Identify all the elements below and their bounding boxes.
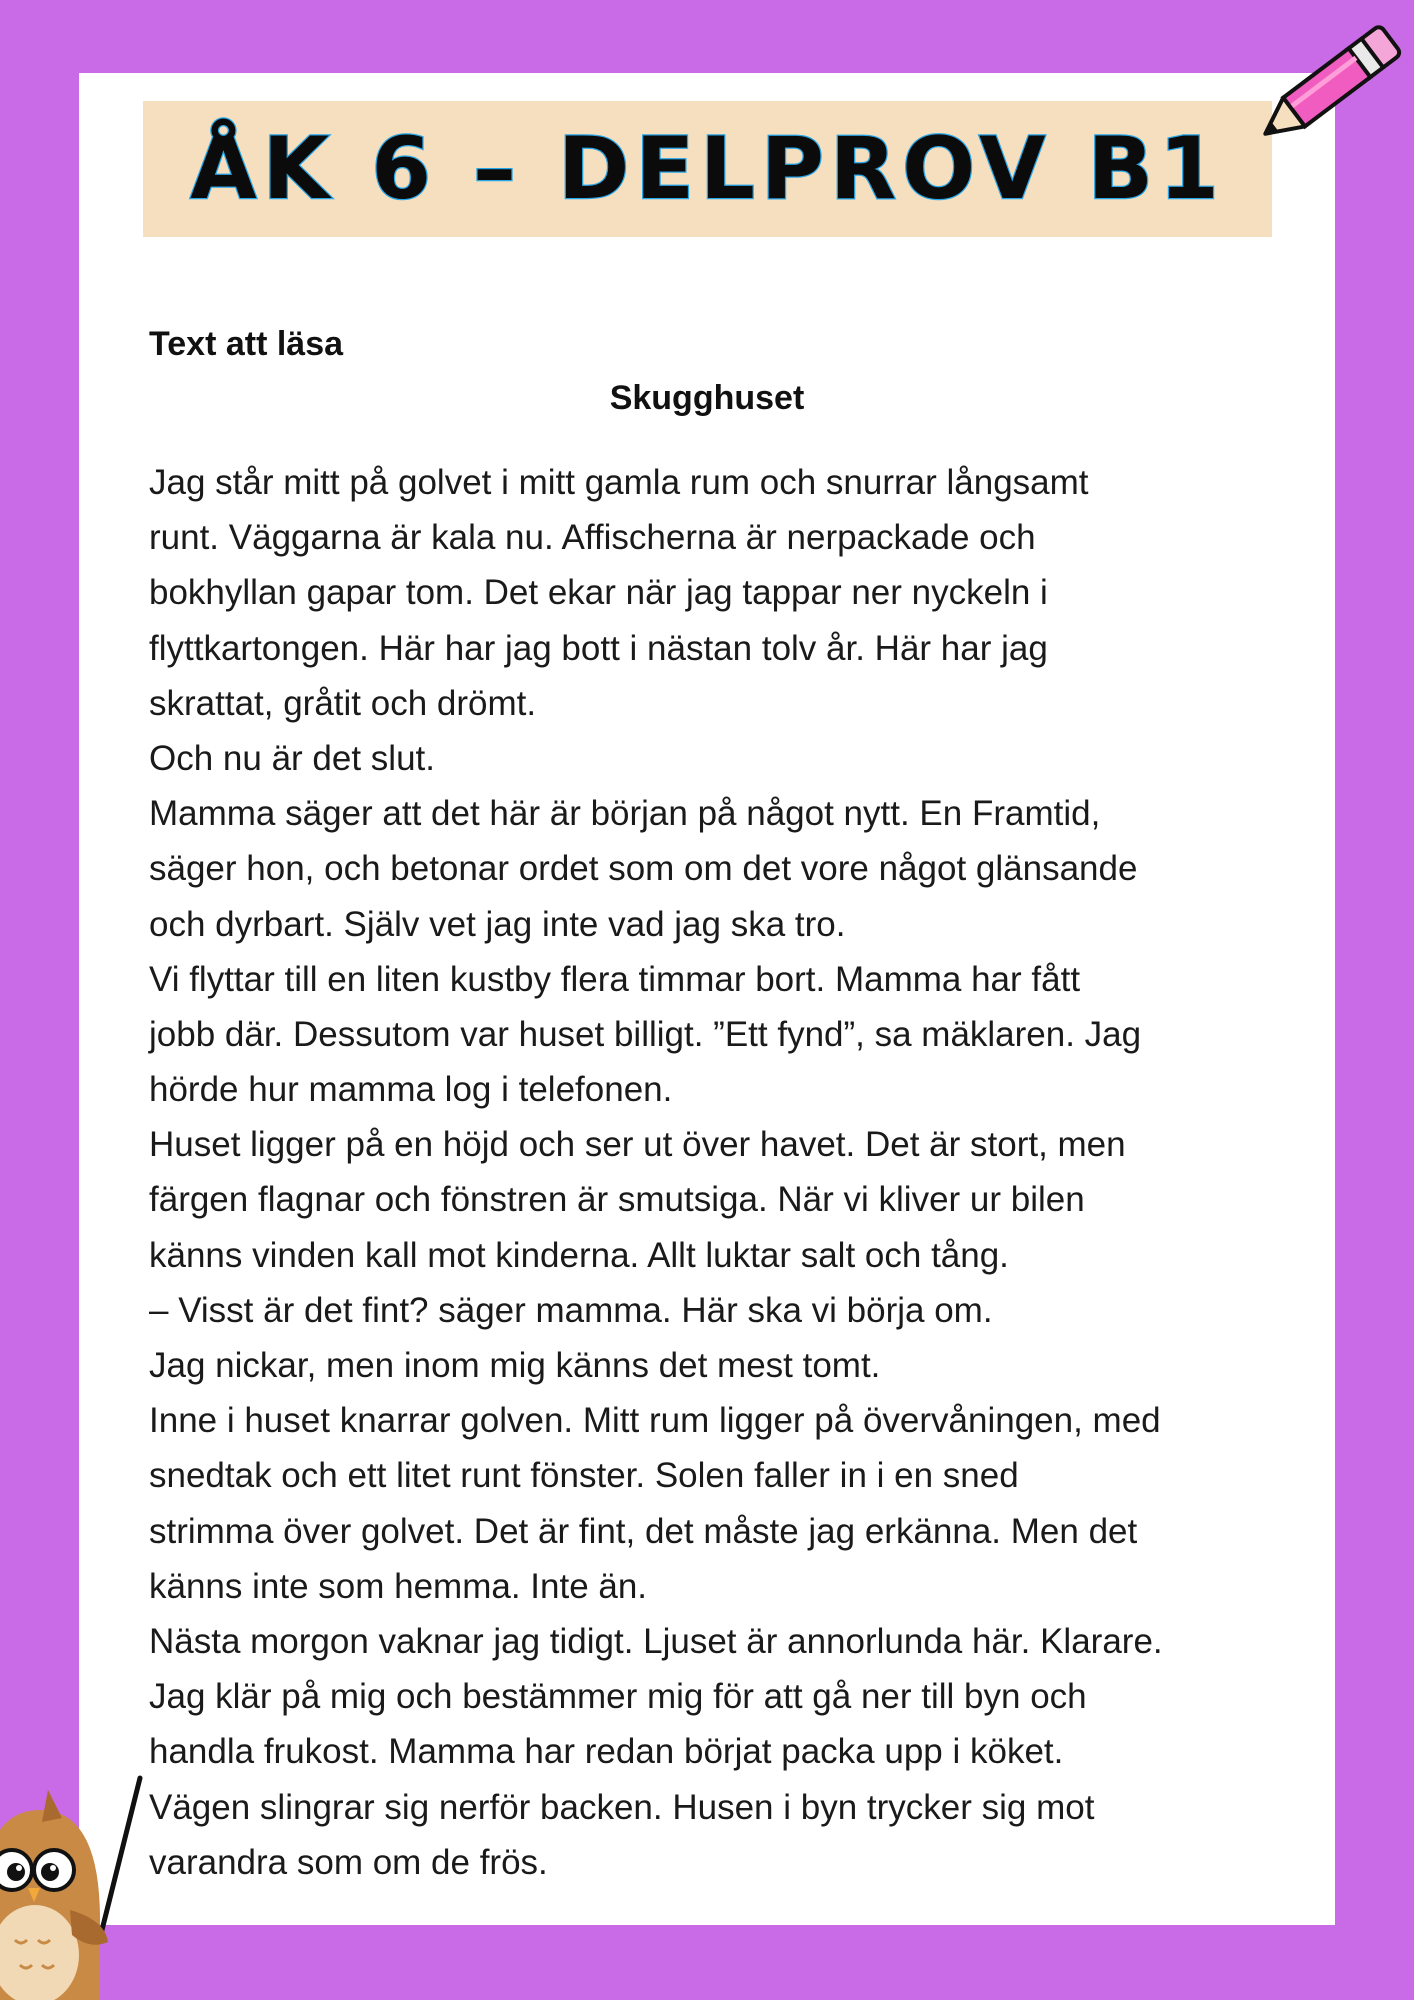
story-line: strimma över golvet. Det är fint, det måste jag erkänna. Men det	[149, 1511, 1138, 1551]
story-line: färgen flagnar och fönstren är smutsiga. När vi kliver ur bilen	[149, 1180, 1085, 1220]
story-line: Vägen slingrar sig nerför backen. Husen i byn trycker sig mot	[149, 1787, 1095, 1827]
pencil-icon	[1238, 0, 1414, 176]
story-line: – Visst är det fint? säger mamma. Här ska vi börja om.	[149, 1290, 993, 1330]
story-line: känns inte som hemma. Inte än.	[149, 1566, 648, 1606]
story-line: varandra som om de frös.	[149, 1842, 548, 1882]
worksheet-page	[79, 73, 1335, 1925]
story-line: Vi flyttar till en liten kustby flera timmar bort. Mamma har fått	[149, 959, 1081, 999]
story-line: Inne i huset knarrar golven. Mitt rum ligger på övervåningen, med	[149, 1401, 1161, 1441]
story-line: snedtak och ett litet runt fönster. Solen faller in i en sned	[149, 1456, 1019, 1496]
owl-mascot-icon	[0, 1770, 150, 2000]
story-line: och dyrbart. Själv vet jag inte vad jag ska tro.	[149, 904, 846, 944]
story-line: Och nu är det slut.	[149, 738, 435, 778]
section-label: Text att läsa	[149, 325, 344, 363]
story-line: Jag klär på mig och bestämmer mig för att gå ner till byn och	[149, 1677, 1087, 1717]
story-line: flyttkartongen. Här har jag bott i nästan tolv år. Här har jag	[149, 628, 1048, 668]
story-line: känns vinden kall mot kinderna. Allt luktar salt och tång.	[149, 1235, 1009, 1275]
story-body	[149, 455, 1289, 1890]
story-line: Jag nickar, men inom mig känns det mest tomt.	[149, 1346, 881, 1385]
story-line: skrattat, gråtit och drömt.	[149, 683, 537, 723]
story-title: Skugghuset	[609, 379, 805, 417]
story-line: Huset ligger på en höjd och ser ut över havet. Det är stort, men	[149, 1125, 1126, 1165]
story-line: Nästa morgon vaknar jag tidigt. Ljuset är annorlunda här. Klarare.	[149, 1621, 1163, 1661]
story-line: säger hon, och betonar ordet som om det vore något glänsande	[149, 849, 1138, 889]
story-line: Jag står mitt på golvet i mitt gamla rum och snurrar långsamt	[149, 463, 1089, 502]
title-banner	[143, 101, 1272, 237]
page-title: ÅK 6 – DELPROV B1	[190, 119, 1225, 219]
story-line: jobb där. Dessutom var huset billigt. ”Ett fynd”, sa mäklaren. Jag	[149, 1014, 1142, 1054]
story-line: hörde hur mamma log i telefonen.	[149, 1070, 673, 1110]
story-line: runt. Väggarna är kala nu. Affischerna är nerpackade och	[149, 518, 1036, 558]
story-line: bokhyllan gapar tom. Det ekar när jag tappar ner nyckeln i	[149, 573, 1048, 613]
story-line: Mamma säger att det här är början på något nytt. En Framtid,	[149, 794, 1101, 834]
story-line: handla frukost. Mamma har redan börjat packa upp i köket.	[149, 1732, 1064, 1772]
